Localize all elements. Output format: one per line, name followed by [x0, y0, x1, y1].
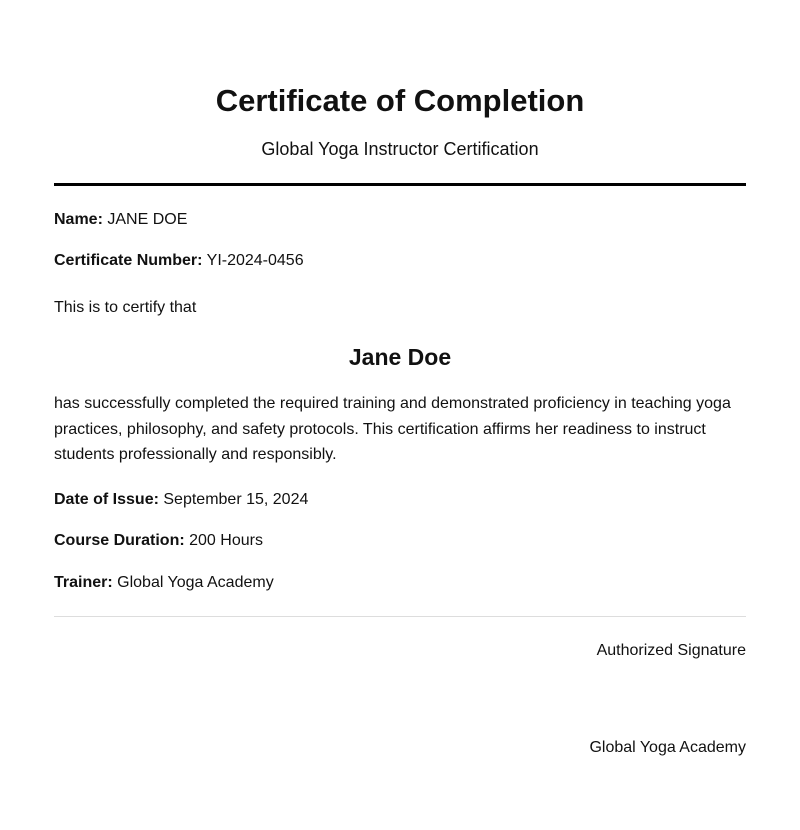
- date-of-issue-value: September 15, 2024: [163, 491, 309, 508]
- date-of-issue-field: [54, 489, 308, 511]
- course-duration-value: 200 Hours: [189, 532, 263, 549]
- date-of-issue-label: Date of Issue:: [54, 491, 159, 508]
- certificate-number-label: Certificate Number:: [54, 252, 203, 269]
- recipient-name: Jane Doe: [348, 344, 452, 370]
- name-field: [54, 209, 187, 231]
- certificate-number-field: [54, 250, 304, 272]
- authorized-signature-label: Authorized Signature: [596, 642, 746, 659]
- name-value: JANE DOE: [107, 211, 188, 228]
- certify-intro: This is to certify that: [54, 299, 197, 316]
- certificate-number-value: YI-2024-0456: [206, 252, 304, 269]
- trainer-label: Trainer:: [54, 574, 113, 591]
- certification-statement: has successfully completed the required training and demonstrated proficiency in teaching yoga practices, philosophy, and safety protocols. This certification affirms her readiness to instruct students professionally and responsibly.: [54, 395, 731, 463]
- certificate-title: Certificate of Completion: [215, 83, 585, 118]
- name-label: Name:: [54, 211, 103, 228]
- header-divider: [54, 183, 746, 186]
- signature-organization: Global Yoga Academy: [589, 739, 746, 756]
- trainer-field: [54, 572, 274, 594]
- certificate-subtitle: Global Yoga Instructor Certification: [261, 139, 539, 159]
- trainer-value: Global Yoga Academy: [117, 574, 274, 591]
- signature-divider: [54, 616, 746, 617]
- course-duration-label: Course Duration:: [54, 532, 185, 549]
- course-duration-field: [54, 530, 263, 552]
